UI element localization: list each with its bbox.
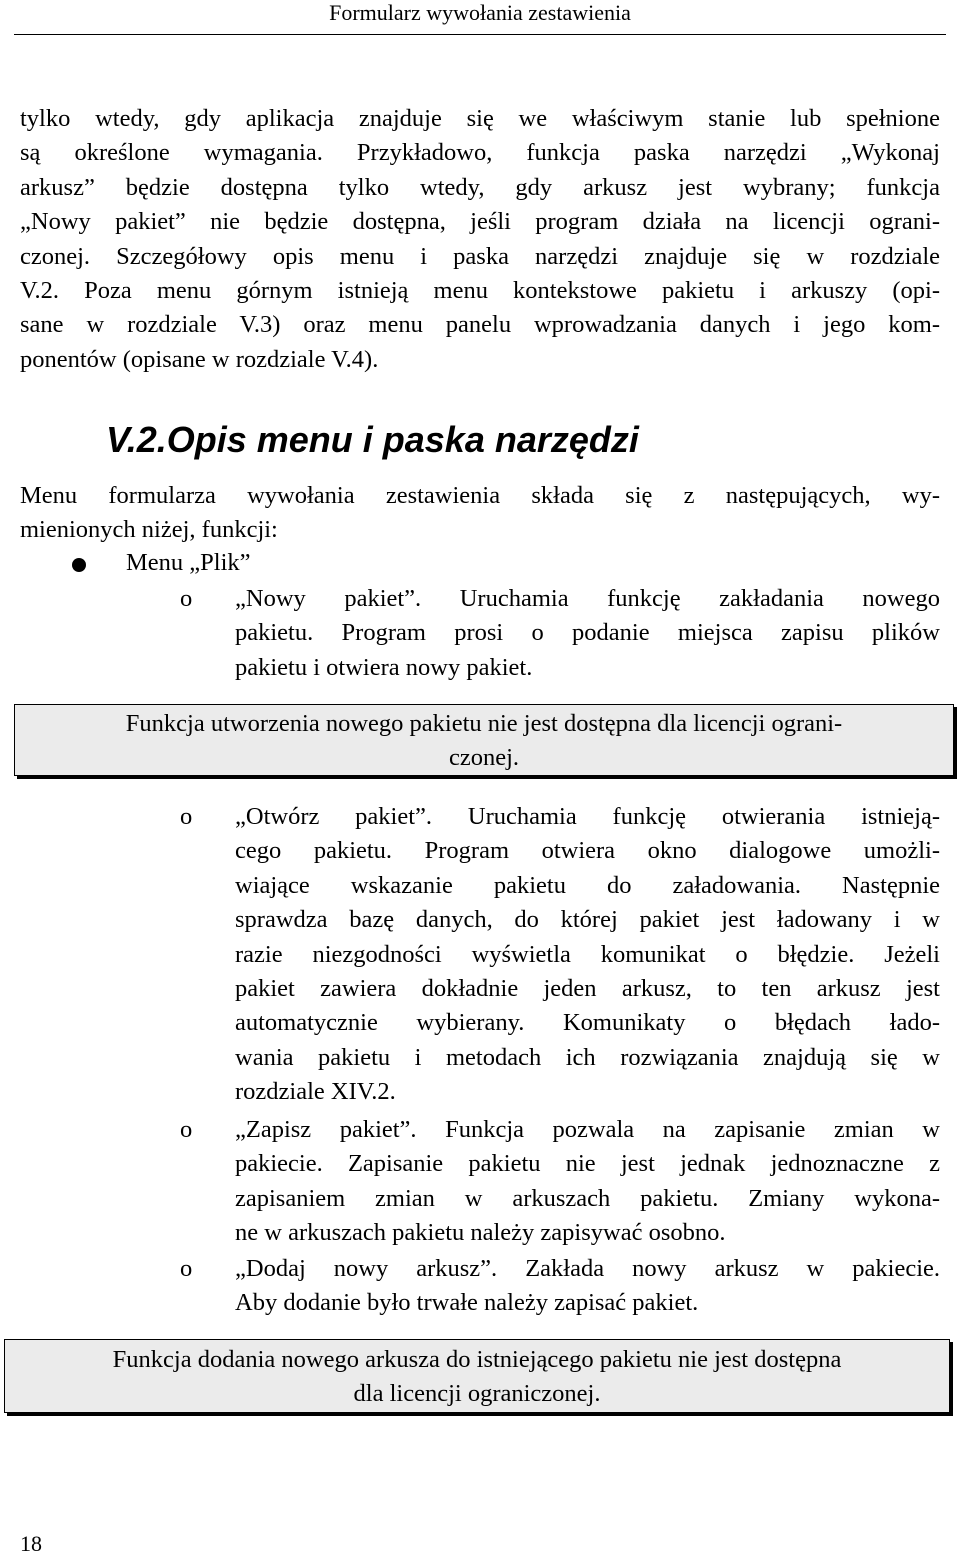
intro-line: „Nowy pakiet” nie będzie dostępna, jeśli program działa na licencji ograni- (20, 208, 940, 236)
list-item-line: pakietu. Program prosi o podanie miejsca zapisu plików (235, 619, 940, 647)
list-item-line: wiające wskazanie pakietu do załadowania. Następnie (235, 871, 940, 899)
list-item-line: wania pakietu i metodach ich rozwiązania znajdują się w (235, 1043, 940, 1071)
list-item-line: rozdziale XIV.2. (235, 1078, 396, 1106)
list-item-line: cego pakietu. Program otwiera okno dialogowe umożli- (235, 837, 940, 865)
list-item-line: „Nowy pakiet”. Uruchamia funkcję zakładania nowego (235, 585, 940, 612)
list-item-nowy-pakiet (235, 582, 940, 685)
intro-line: czonej. Szczegółowy opis menu i paska narzędzi znajduje się w rozdziale (20, 242, 940, 270)
header-rule (14, 34, 946, 35)
note-line: czonej. (448, 744, 520, 771)
list-item-dodaj-arkusz (235, 1252, 940, 1321)
list-item-line: automatycznie wybierany. Komunikaty o błędach łado- (235, 1009, 940, 1037)
list-item-line: pakiecie. Zapisanie pakietu nie jest jednak jednoznaczne z (235, 1150, 940, 1178)
section-heading: V.2.Opis menu i paska narzędzi (106, 419, 639, 460)
note-box (14, 704, 954, 776)
list-item-line: Aby dodanie było trwałe należy zapisać pakiet. (235, 1289, 699, 1317)
note-box (4, 1339, 950, 1413)
page-header: Formularz wywołania zestawienia (329, 0, 631, 25)
intro-line: są określone wymagania. Przykładowo, funkcja paska narzędzi „Wykonaj (20, 139, 940, 167)
bullet-menu-plik: Menu „Plik” (126, 549, 251, 576)
note-line: Funkcja dodania nowego arkusza do istniejącego pakietu nie jest dostępna (112, 1346, 842, 1373)
list-item-zapisz-pakiet (235, 1113, 940, 1251)
list-item-line: „Dodaj nowy arkusz”. Zakłada nowy arkusz w pakiecie. (235, 1255, 940, 1282)
list-item-line: sprawdza bazę danych, do której pakiet jest ładowany i w (235, 906, 940, 934)
list-item-line: pakiet zawiera dokładnie jeden arkusz, to ten arkusz jest (235, 975, 940, 1003)
intro-line: sane w rozdziale V.3) oraz menu panelu wprowadzania danych i jego kom- (20, 311, 940, 339)
note-line: dla licencji ograniczonej. (353, 1380, 601, 1407)
list-item-line: razie niezgodności wyświetla komunikat o błędzie. Jeżeli (235, 940, 940, 968)
section-intro (20, 479, 940, 548)
list-marker: o (180, 585, 193, 612)
intro-paragraph (20, 102, 940, 377)
intro-line: V.2. Poza menu górnym istnieją menu kontekstowe pakietu i arkuszy (opi- (20, 277, 940, 305)
page-number: 18 (20, 1531, 42, 1556)
list-marker: o (180, 1116, 193, 1143)
list-item-line: zapisaniem zmian w arkuszach pakietu. Zmiany wykona- (235, 1184, 940, 1212)
list-item-line: „Zapisz pakiet”. Funkcja pozwala na zapisanie zmian w (235, 1116, 940, 1143)
intro-line: tylko wtedy, gdy aplikacja znajduje się we właściwym stanie lub spełnione (20, 105, 940, 132)
list-item-otworz-pakiet (235, 800, 940, 1110)
note-line: Funkcja utworzenia nowego pakietu nie jest dostępna dla licencji ograni- (125, 710, 843, 737)
section-intro-line: Menu formularza wywołania zestawienia składa się z następujących, wy- (20, 482, 940, 509)
bullet-dot-icon (72, 558, 86, 572)
list-marker: o (180, 803, 193, 830)
intro-line: ponentów (opisane w rozdziale V.4). (20, 345, 379, 373)
list-item-line: ne w arkuszach pakietu należy zapisywać osobno. (235, 1219, 726, 1247)
list-item-line: „Otwórz pakiet”. Uruchamia funkcję otwierania istnieją- (235, 803, 940, 830)
list-marker: o (180, 1255, 193, 1282)
section-intro-line: mienionych niżej, funkcji: (20, 516, 278, 544)
intro-line: arkusz” będzie dostępna tylko wtedy, gdy arkusz jest wybrany; funkcja (20, 173, 940, 201)
list-item-line: pakietu i otwiera nowy pakiet. (235, 653, 533, 681)
